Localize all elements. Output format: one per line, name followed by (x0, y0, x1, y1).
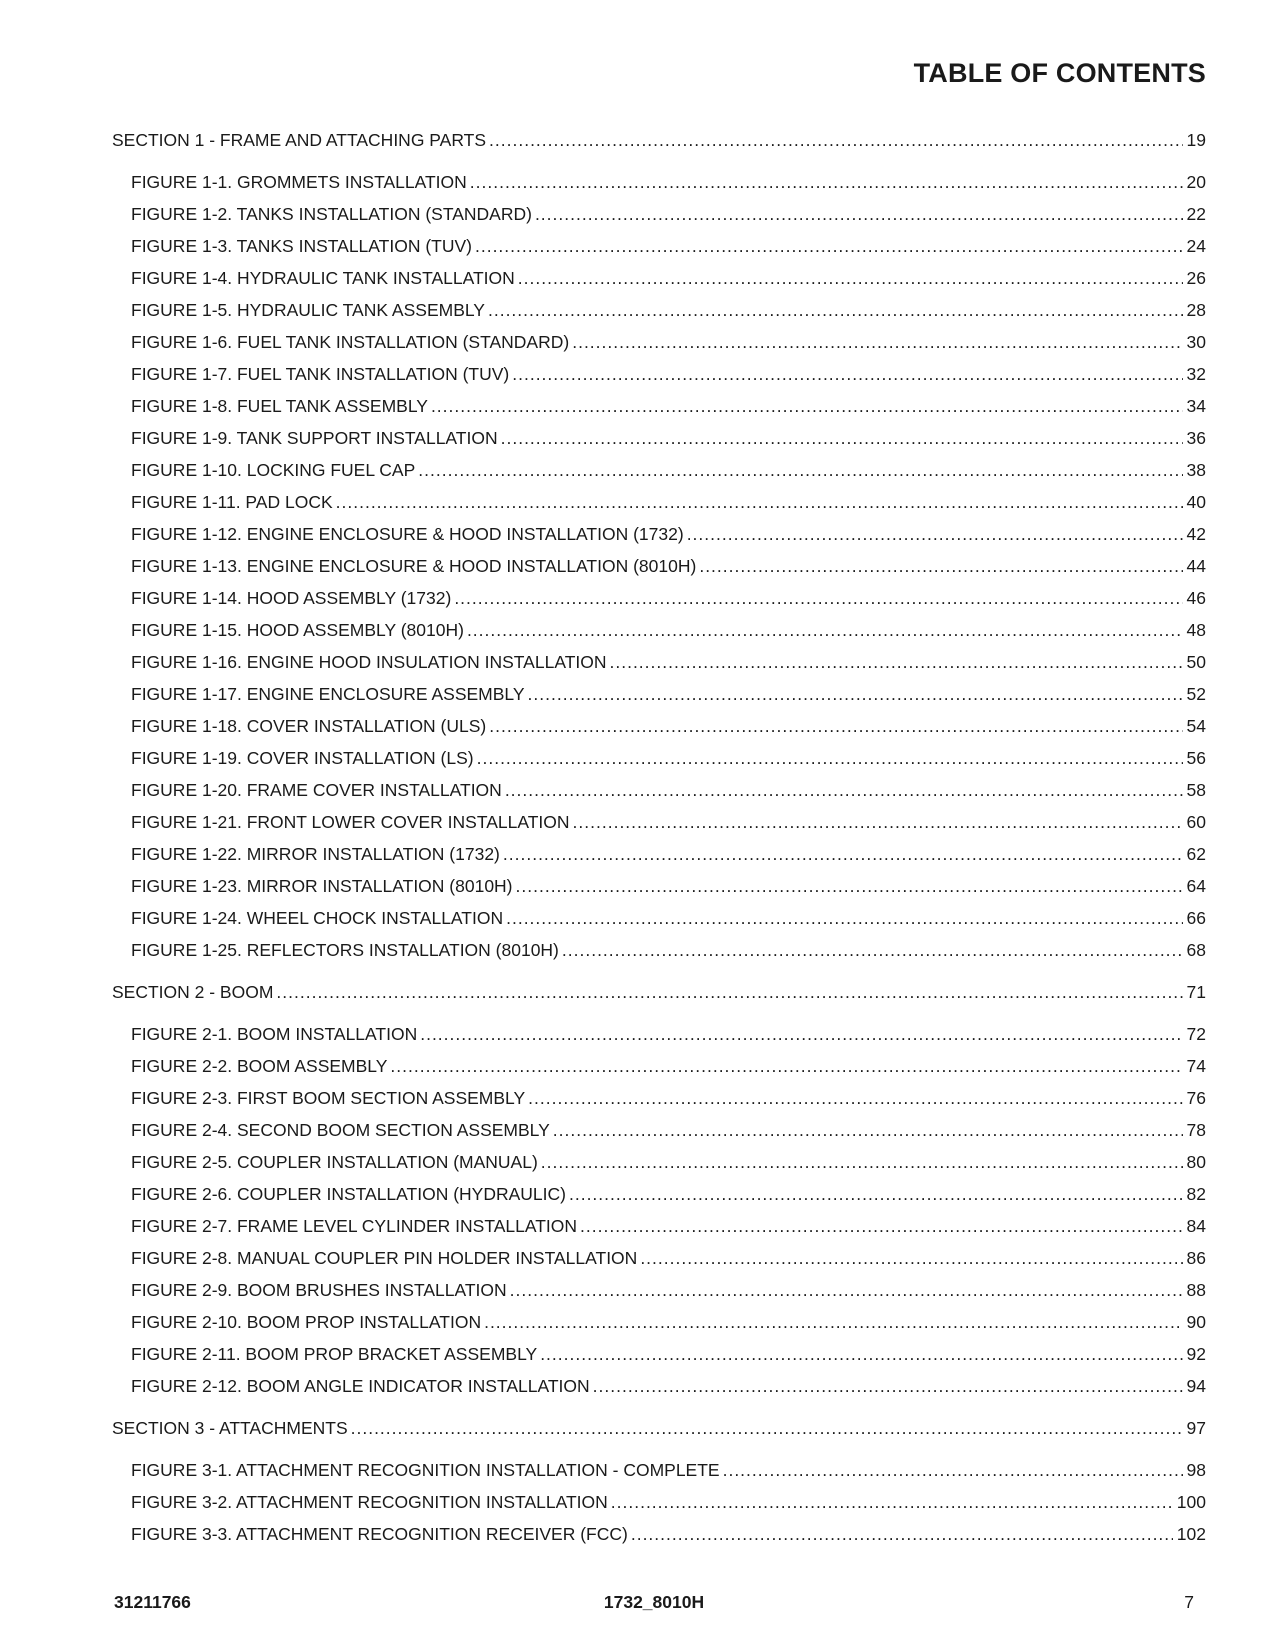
toc-figure-entry[interactable] (112, 940, 1206, 972)
dot-leader (489, 716, 1182, 737)
toc-entry-page: 40 (1186, 492, 1206, 512)
dot-leader (687, 524, 1183, 545)
toc-entry-label: FIGURE 2-2. BOOM ASSEMBLY (131, 1056, 388, 1076)
dot-leader (489, 130, 1183, 151)
toc-entry-label: FIGURE 1-3. TANKS INSTALLATION (TUV) (131, 236, 472, 256)
dot-leader (475, 236, 1183, 257)
toc-entry-page: 19 (1186, 130, 1206, 150)
toc-entry-page: 26 (1186, 268, 1206, 288)
toc-entry-page: 90 (1186, 1312, 1206, 1332)
toc-entry-label: FIGURE 2-9. BOOM BRUSHES INSTALLATION (131, 1280, 507, 1300)
toc-section-entry[interactable] (112, 982, 1206, 1014)
page-title: TABLE OF CONTENTS (913, 58, 1206, 88)
toc-entry-label: FIGURE 1-15. HOOD ASSEMBLY (8010H) (131, 620, 464, 640)
toc-figure-entry[interactable] (112, 1312, 1206, 1344)
dot-leader (540, 1344, 1182, 1365)
footer-model: 1732_8010H (603, 1592, 705, 1612)
toc-figure-entry[interactable] (112, 1216, 1206, 1248)
toc-entry-page: 28 (1186, 300, 1206, 320)
toc-entry-page: 71 (1186, 982, 1206, 1002)
toc-entry-label: FIGURE 1-4. HYDRAULIC TANK INSTALLATION (131, 268, 515, 288)
toc-entry-label: FIGURE 3-1. ATTACHMENT RECOGNITION INSTALLATION - COMPLETE (131, 1460, 720, 1480)
toc-entry-page: 42 (1186, 524, 1206, 544)
toc-figure-entry[interactable] (112, 652, 1206, 684)
toc-entry-label: FIGURE 1-7. FUEL TANK INSTALLATION (TUV) (131, 364, 510, 384)
toc-figure-entry[interactable] (112, 332, 1206, 364)
toc-entry-page: 68 (1186, 940, 1206, 960)
dot-leader (418, 460, 1182, 481)
toc-entry-page: 20 (1186, 172, 1206, 192)
toc-figure-entry[interactable] (112, 620, 1206, 652)
dot-leader (516, 876, 1183, 897)
toc-figure-entry[interactable] (112, 588, 1206, 620)
dot-leader (541, 1152, 1183, 1173)
toc-figure-entry[interactable] (112, 1492, 1206, 1524)
toc-figure-entry[interactable] (112, 1248, 1206, 1280)
toc-entry-page: 46 (1186, 588, 1206, 608)
toc-entry-label: FIGURE 2-1. BOOM INSTALLATION (131, 1024, 418, 1044)
toc-figure-entry[interactable] (112, 812, 1206, 844)
toc-entry-page: 102 (1176, 1524, 1206, 1544)
toc-entry-label: FIGURE 1-9. TANK SUPPORT INSTALLATION (131, 428, 498, 448)
toc-entry-page: 97 (1186, 1418, 1206, 1438)
toc-entry-page: 58 (1186, 780, 1206, 800)
dot-leader (488, 300, 1183, 321)
toc-entry-page: 84 (1186, 1216, 1206, 1236)
toc-entry-label: FIGURE 2-7. FRAME LEVEL CYLINDER INSTALLATION (131, 1216, 578, 1236)
toc-entry-page: 76 (1186, 1088, 1206, 1108)
dot-leader (640, 1248, 1182, 1269)
toc-entry-label: FIGURE 2-5. COUPLER INSTALLATION (MANUAL) (131, 1152, 538, 1172)
toc-figure-entry[interactable] (112, 492, 1206, 524)
dot-leader (276, 982, 1182, 1003)
toc-entry-page: 86 (1186, 1248, 1206, 1268)
toc-entry-page: 94 (1186, 1376, 1206, 1396)
toc-entry-page: 100 (1176, 1492, 1206, 1512)
toc-entry-page: 44 (1186, 556, 1206, 576)
dot-leader (699, 556, 1182, 577)
toc-entry-label: FIGURE 2-11. BOOM PROP BRACKET ASSEMBLY (131, 1344, 538, 1364)
toc-entry-page: 54 (1186, 716, 1206, 736)
dot-leader (477, 748, 1183, 769)
dot-leader (505, 780, 1183, 801)
toc-entry-label: FIGURE 1-16. ENGINE HOOD INSULATION INSTALLATION (131, 652, 607, 672)
toc-entry-page: 24 (1186, 236, 1206, 256)
toc-figure-entry[interactable] (112, 780, 1206, 812)
toc-entry-label: FIGURE 2-8. MANUAL COUPLER PIN HOLDER INSTALLATION (131, 1248, 638, 1268)
toc-entry-label: FIGURE 2-6. COUPLER INSTALLATION (HYDRAULIC) (131, 1184, 566, 1204)
dot-leader (454, 588, 1182, 609)
toc-figure-entry[interactable] (112, 1524, 1206, 1556)
dot-leader (501, 428, 1183, 449)
dot-leader (553, 1120, 1183, 1141)
toc-figure-entry[interactable] (112, 876, 1206, 908)
page-footer (114, 1592, 1194, 1613)
toc-figure-entry[interactable] (112, 1184, 1206, 1216)
toc-figure-entry[interactable] (112, 1056, 1206, 1088)
toc-figure-entry[interactable] (112, 1024, 1206, 1056)
dot-leader (569, 1184, 1183, 1205)
toc-entry-label: FIGURE 1-10. LOCKING FUEL CAP (131, 460, 416, 480)
toc-entry-label: FIGURE 1-19. COVER INSTALLATION (LS) (131, 748, 474, 768)
toc-entry-page: 52 (1186, 684, 1206, 704)
toc-entry-label: FIGURE 1-6. FUEL TANK INSTALLATION (STANDARD) (131, 332, 570, 352)
toc-figure-entry[interactable] (112, 684, 1206, 716)
toc-entry-label: SECTION 2 - BOOM (112, 982, 274, 1002)
toc-entry-page: 30 (1186, 332, 1206, 352)
toc-entry-label: FIGURE 1-11. PAD LOCK (131, 492, 333, 512)
dot-leader (512, 364, 1182, 385)
toc-entry-page: 98 (1186, 1460, 1206, 1480)
dot-leader (506, 908, 1182, 929)
toc-entry-page: 92 (1186, 1344, 1206, 1364)
toc-entry-page: 78 (1186, 1120, 1206, 1140)
toc-entry-page: 48 (1186, 620, 1206, 640)
toc-section-entry[interactable] (112, 1418, 1206, 1450)
toc-entry-page: 34 (1186, 396, 1206, 416)
toc-entry-page: 74 (1186, 1056, 1206, 1076)
toc-entry-label: FIGURE 2-12. BOOM ANGLE INDICATOR INSTALLATION (131, 1376, 590, 1396)
toc-figure-entry[interactable] (112, 716, 1206, 748)
toc-entry-page: 82 (1186, 1184, 1206, 1204)
dot-leader (593, 1376, 1183, 1397)
dot-leader (431, 396, 1183, 417)
dot-leader (510, 1280, 1183, 1301)
toc-figure-entry[interactable] (112, 204, 1206, 236)
dot-leader (470, 172, 1183, 193)
toc-entry-label: SECTION 1 - FRAME AND ATTACHING PARTS (112, 130, 487, 150)
toc-entry-page: 80 (1186, 1152, 1206, 1172)
toc-entry-page: 64 (1186, 876, 1206, 896)
toc-entry-page: 56 (1186, 748, 1206, 768)
dot-leader (484, 1312, 1182, 1333)
toc-entry-page: 66 (1186, 908, 1206, 928)
toc-entry-label: FIGURE 1-18. COVER INSTALLATION (ULS) (131, 716, 487, 736)
toc-entry-label: FIGURE 1-25. REFLECTORS INSTALLATION (8010H) (131, 940, 559, 960)
dot-leader (351, 1418, 1183, 1439)
toc-entry-page: 36 (1186, 428, 1206, 448)
table-of-contents (112, 130, 1206, 1556)
toc-entry-label: FIGURE 1-23. MIRROR INSTALLATION (8010H) (131, 876, 513, 896)
toc-entry-page: 72 (1186, 1024, 1206, 1044)
toc-entry-page: 50 (1186, 652, 1206, 672)
toc-entry-page: 22 (1186, 204, 1206, 224)
toc-figure-entry[interactable] (112, 396, 1206, 428)
toc-entry-label: FIGURE 1-13. ENGINE ENCLOSURE & HOOD INSTALLATION (8010H) (131, 556, 697, 576)
toc-entry-label: FIGURE 2-3. FIRST BOOM SECTION ASSEMBLY (131, 1088, 526, 1108)
dot-leader (336, 492, 1183, 513)
toc-figure-entry[interactable] (112, 1376, 1206, 1408)
toc-entry-label: SECTION 3 - ATTACHMENTS (112, 1418, 348, 1438)
dot-leader (572, 332, 1182, 353)
dot-leader (610, 652, 1183, 673)
toc-entry-label: FIGURE 1-17. ENGINE ENCLOSURE ASSEMBLY (131, 684, 525, 704)
toc-figure-entry[interactable] (112, 556, 1206, 588)
toc-entry-label: FIGURE 3-2. ATTACHMENT RECOGNITION INSTALLATION (131, 1492, 608, 1512)
toc-entry-label: FIGURE 1-8. FUEL TANK ASSEMBLY (131, 396, 428, 416)
dot-leader (390, 1056, 1182, 1077)
dot-leader (562, 940, 1183, 961)
toc-entry-label: FIGURE 1-24. WHEEL CHOCK INSTALLATION (131, 908, 504, 928)
dot-leader (631, 1524, 1173, 1545)
toc-figure-entry[interactable] (112, 364, 1206, 396)
dot-leader (528, 1088, 1182, 1109)
dot-leader (518, 268, 1183, 289)
toc-entry-label: FIGURE 1-22. MIRROR INSTALLATION (1732) (131, 844, 500, 864)
toc-section-entry[interactable] (112, 130, 1206, 162)
toc-figure-entry[interactable] (112, 1152, 1206, 1184)
toc-figure-entry[interactable] (112, 300, 1206, 332)
dot-leader (611, 1492, 1173, 1513)
footer-doc-number: 31211766 (114, 1592, 191, 1612)
dot-leader (535, 204, 1183, 225)
toc-entry-page: 38 (1186, 460, 1206, 480)
toc-entry-label: FIGURE 1-14. HOOD ASSEMBLY (1732) (131, 588, 452, 608)
toc-figure-entry[interactable] (112, 1088, 1206, 1120)
toc-figure-entry[interactable] (112, 524, 1206, 556)
toc-figure-entry[interactable] (112, 1280, 1206, 1312)
dot-leader (467, 620, 1183, 641)
toc-entry-label: FIGURE 2-4. SECOND BOOM SECTION ASSEMBLY (131, 1120, 550, 1140)
toc-entry-label: FIGURE 1-21. FRONT LOWER COVER INSTALLATION (131, 812, 570, 832)
dot-leader (503, 844, 1183, 865)
toc-figure-entry[interactable] (112, 460, 1206, 492)
toc-entry-page: 32 (1186, 364, 1206, 384)
toc-entry-page: 62 (1186, 844, 1206, 864)
toc-figure-entry[interactable] (112, 1460, 1206, 1492)
dot-leader (573, 812, 1183, 833)
toc-entry-page: 88 (1186, 1280, 1206, 1300)
toc-figure-entry[interactable] (112, 428, 1206, 460)
toc-entry-label: FIGURE 1-12. ENGINE ENCLOSURE & HOOD INSTALLATION (1732) (131, 524, 684, 544)
toc-entry-label: FIGURE 1-1. GROMMETS INSTALLATION (131, 172, 467, 192)
toc-entry-page: 60 (1186, 812, 1206, 832)
toc-entry-label: FIGURE 1-2. TANKS INSTALLATION (STANDARD) (131, 204, 532, 224)
dot-leader (528, 684, 1183, 705)
toc-figure-entry[interactable] (112, 748, 1206, 780)
footer-page-number: 7 (1184, 1592, 1194, 1612)
toc-figure-entry[interactable] (112, 844, 1206, 876)
dot-leader (420, 1024, 1182, 1045)
toc-entry-label: FIGURE 3-3. ATTACHMENT RECOGNITION RECEIVER (FCC) (131, 1524, 628, 1544)
toc-entry-label: FIGURE 2-10. BOOM PROP INSTALLATION (131, 1312, 482, 1332)
dot-leader (580, 1216, 1183, 1237)
toc-figure-entry[interactable] (112, 1344, 1206, 1376)
toc-entry-label: FIGURE 1-20. FRAME COVER INSTALLATION (131, 780, 502, 800)
toc-figure-entry[interactable] (112, 1120, 1206, 1152)
toc-figure-entry[interactable] (112, 172, 1206, 204)
dot-leader (723, 1460, 1183, 1481)
toc-figure-entry[interactable] (112, 908, 1206, 940)
toc-entry-label: FIGURE 1-5. HYDRAULIC TANK ASSEMBLY (131, 300, 485, 320)
toc-figure-entry[interactable] (112, 268, 1206, 300)
toc-figure-entry[interactable] (112, 236, 1206, 268)
